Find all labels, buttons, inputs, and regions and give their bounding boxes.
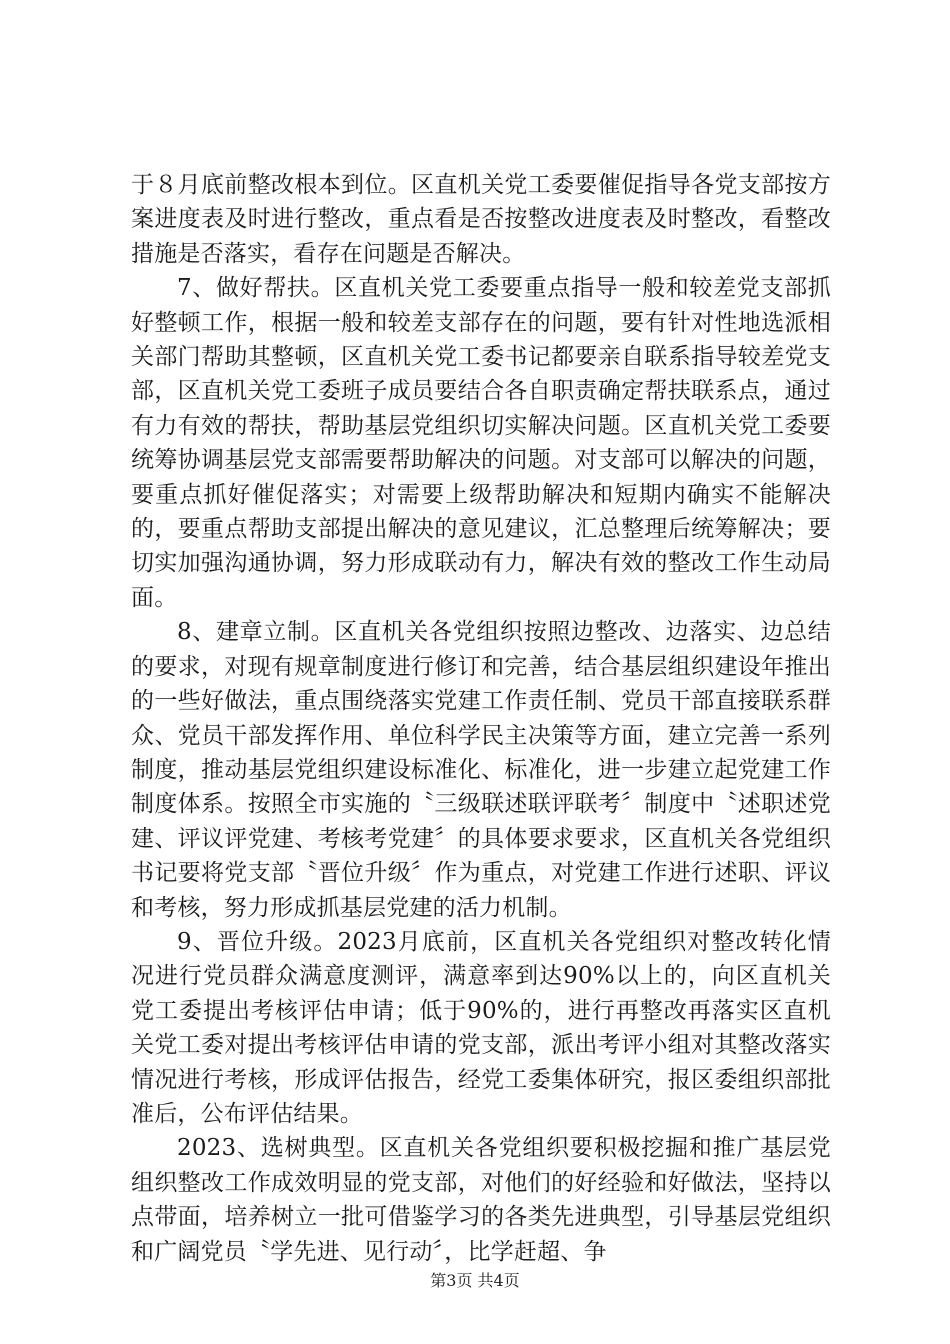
paragraph-select-models: 2023、选树典型。区直机关各党组织要积极挖掘和推广基层党组织整改工作成效明显的党支部，对他们的好经验和好做法，坚持以点带面，培养树立一批可借鉴学习的各类先进典型，引导基层党组织和广阔党员〝学先进、见行动〞，比学赶超、争: [131, 1135, 831, 1265]
paragraph-promotion-upgrade: 9、晋位升级。2023月底前，区直机关各党组织对整改转化情况进行党员群众满意度测评，满意率到达90%以上的，向区直机关党工委提出考核评估申请；低于90%的，进行再整改再落实区直机关党工委对提出考核评估申请的党支部，派出考评小组对其整改落实情况进行考核，形成评估报告，经党工委集体研究，报区委组织部批准后，公布评估结果。: [131, 928, 831, 1127]
paragraph-help-support: 7、做好帮扶。区直机关党工委要重点指导一般和较差党支部抓好整顿工作，根据一般和较差支部存在的问题，要有针对性地选派相关部门帮助其整顿，区直机关党工委书记都要亲自联系指导较差党支部，区直机关党工委班子成员要结合各自职责确定帮扶联系点，通过有力有效的帮扶，帮助基层党组织切实解决问题。区直机关党工委要统筹协调基层党支部需要帮助解决的问题。对支部可以解决的问题，要重点抓好催促落实；对需要上级帮助解决和短期内确实不能解决的，要重点帮助支部提出解决的意见建议，汇总整理后统筹解决；要切实加强沟通协调，努力形成联动有力，解决有效的整改工作生动局面。: [131, 275, 831, 611]
document-body: [131, 168, 831, 1269]
paragraph-establish-rules: 8、建章立制。区直机关各党组织按照边整改、边落实、边总结的要求，对现有规章制度进行修订和完善，结合基层组织建设年推出的一些好做法，重点围绕落实党建工作责任制、党员干部直接联系群众、党员干部发挥作用、单位科学民主决策等方面，建立完善一系列制度，推动基层党组织建设标准化、标准化，进一步建立起党建工作制度体系。按照全市实施的〝三级联述联评联考〞制度中〝述职述党建、评议评党建、考核考党建〞的具体要求要求，区直机关各党组织书记要将党支部〝晋位升级〞作为重点，对党建工作进行述职、评议和考核，努力形成抓基层党建的活力机制。: [131, 619, 831, 921]
paragraph-continuation: 于８月底前整改根本到位。区直机关党工委要催促指导各党支部按方案进度表及时进行整改，重点看是否按整改进度表及时整改，看整改措施是否落实，看存在问题是否解决。: [131, 172, 831, 267]
page-footer: 第3页 共4页: [430, 1271, 520, 1290]
